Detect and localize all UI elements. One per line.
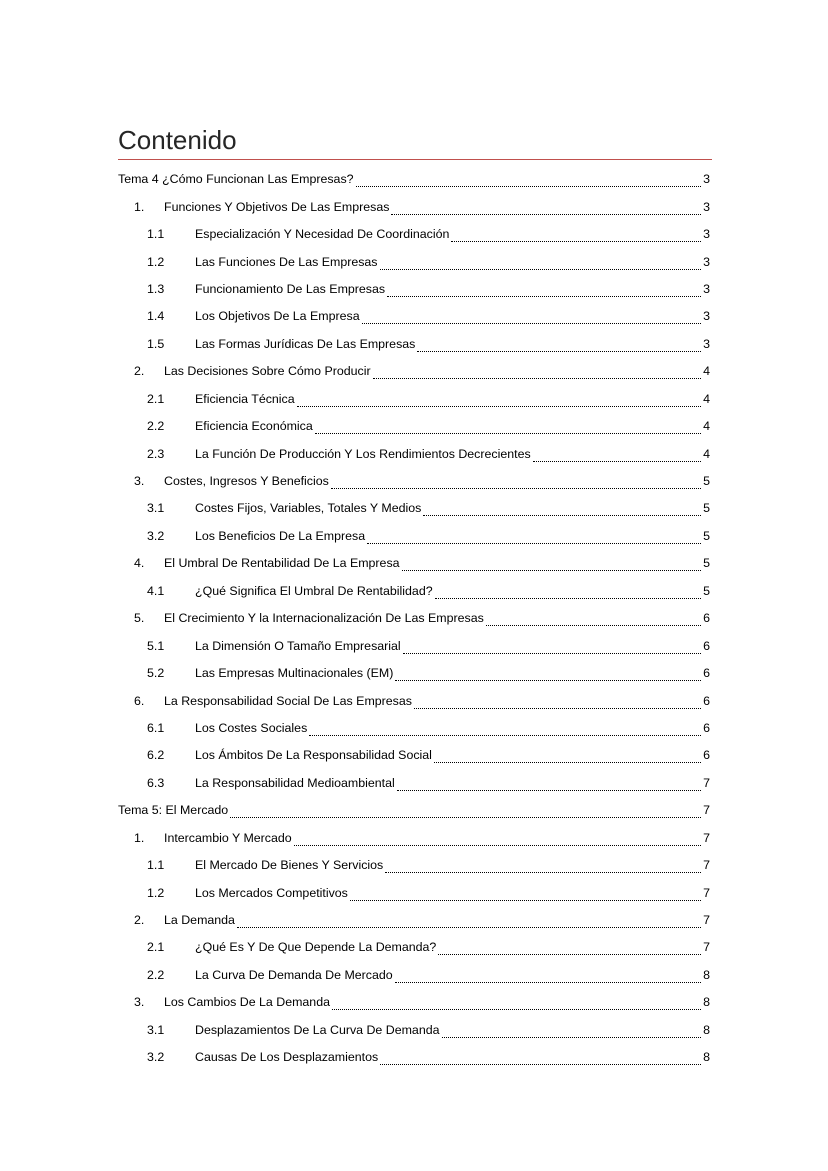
toc-entry[interactable] bbox=[118, 1017, 712, 1044]
toc-entry-number: 1.5 bbox=[147, 336, 165, 351]
toc-entry-number: 2.1 bbox=[147, 940, 165, 955]
toc-entry-line bbox=[118, 666, 712, 681]
toc-entry-label: Las Funciones De Las Empresas bbox=[195, 254, 378, 269]
toc-entry-number: 1.1 bbox=[147, 227, 165, 242]
dot-leader bbox=[387, 285, 701, 297]
toc-entry[interactable] bbox=[118, 193, 712, 220]
toc-entry-number: 6.3 bbox=[147, 775, 165, 790]
dot-leader bbox=[367, 532, 701, 544]
toc-entry-page: 4 bbox=[703, 391, 710, 406]
toc-entry-line bbox=[118, 584, 712, 599]
toc-entry-line bbox=[118, 337, 712, 352]
toc-entry[interactable] bbox=[118, 632, 712, 659]
toc-entry-label: Tema 4 ¿Cómo Funcionan Las Empresas? bbox=[118, 172, 354, 187]
toc-entry-line bbox=[118, 995, 712, 1010]
dot-leader bbox=[315, 422, 701, 434]
toc-entry-line bbox=[118, 364, 712, 379]
toc-entry-number: 4.1 bbox=[147, 583, 165, 598]
toc-entry-line bbox=[118, 940, 712, 955]
toc-entry-label: Las Decisiones Sobre Cómo Producir bbox=[164, 364, 371, 379]
dot-leader bbox=[438, 943, 701, 955]
heading-rule bbox=[118, 159, 712, 160]
dot-leader bbox=[402, 559, 702, 571]
toc-entry[interactable] bbox=[118, 934, 712, 961]
toc-entry-label: Costes, Ingresos Y Beneficios bbox=[164, 474, 329, 489]
toc-entry[interactable] bbox=[118, 605, 712, 632]
toc-entry-number: 3.2 bbox=[147, 1050, 165, 1065]
toc-entry-label: Tema 5: El Mercado bbox=[118, 803, 229, 818]
dot-leader bbox=[230, 806, 701, 818]
toc-entry-page: 7 bbox=[703, 913, 710, 928]
toc-entry-number: 1.3 bbox=[147, 281, 165, 296]
toc-entry-page: 5 bbox=[703, 474, 710, 489]
dot-leader bbox=[434, 751, 701, 763]
toc-entry-label: ¿Qué Significa El Umbral De Rentabilidad? bbox=[195, 583, 433, 598]
toc-entry[interactable] bbox=[118, 578, 712, 605]
toc-entry-page: 7 bbox=[703, 830, 710, 845]
dot-leader bbox=[380, 258, 702, 270]
toc-entry[interactable] bbox=[118, 770, 712, 797]
toc-entry-page: 3 bbox=[703, 199, 710, 214]
dot-leader bbox=[385, 861, 701, 873]
toc-entry[interactable] bbox=[118, 468, 712, 495]
toc-entry-page: 6 bbox=[703, 748, 710, 763]
toc-entry-line bbox=[118, 309, 712, 324]
toc-entry-label: Los Mercados Competitivos bbox=[195, 885, 348, 900]
toc-entry[interactable] bbox=[118, 303, 712, 330]
dot-leader bbox=[395, 669, 701, 681]
toc-entry-number: 1. bbox=[134, 199, 145, 214]
toc-entry-line bbox=[118, 529, 712, 544]
dot-leader bbox=[350, 889, 701, 901]
toc-entry-page: 4 bbox=[703, 419, 710, 434]
toc-entry-label: Los Cambios De La Demanda bbox=[164, 995, 330, 1010]
dot-leader bbox=[331, 477, 701, 489]
toc-entry-page: 3 bbox=[703, 309, 710, 324]
toc-entry-number: 2.2 bbox=[147, 419, 165, 434]
dot-leader bbox=[435, 587, 701, 599]
dot-leader bbox=[414, 697, 701, 709]
dot-leader bbox=[309, 724, 701, 736]
dot-leader bbox=[442, 1026, 702, 1038]
toc-entry-label: El Mercado De Bienes Y Servicios bbox=[195, 858, 384, 873]
toc-entry-number: 1. bbox=[134, 830, 145, 845]
toc-entry-number: 5. bbox=[134, 611, 145, 626]
toc-entry[interactable] bbox=[118, 1044, 712, 1071]
toc-entry-label: Funcionamiento De Las Empresas bbox=[195, 281, 386, 296]
toc-entry[interactable] bbox=[118, 221, 712, 248]
toc-entry-page: 6 bbox=[703, 611, 710, 626]
toc-entry[interactable] bbox=[118, 797, 712, 824]
toc-entry-label: ¿Qué Es Y De Que Depende La Demanda? bbox=[195, 940, 437, 955]
toc-entry-label: Los Ámbitos De La Responsabilidad Social bbox=[195, 748, 432, 763]
toc-entry[interactable] bbox=[118, 550, 712, 577]
toc-entry-number: 1.1 bbox=[147, 858, 165, 873]
toc-entry[interactable] bbox=[118, 276, 712, 303]
toc-entry-number: 2.1 bbox=[147, 391, 165, 406]
toc-entry-page: 7 bbox=[703, 858, 710, 873]
dot-leader bbox=[397, 779, 701, 791]
toc-entry-line bbox=[118, 419, 712, 434]
toc-entry-line bbox=[118, 1050, 712, 1065]
toc-entry-number: 5.1 bbox=[147, 638, 165, 653]
toc-entry-number: 2. bbox=[134, 364, 145, 379]
toc-entry-line bbox=[118, 1023, 712, 1038]
toc-entry-page: 5 bbox=[703, 528, 710, 543]
toc-entry[interactable] bbox=[118, 852, 712, 879]
toc-entry-line bbox=[118, 200, 712, 215]
toc-entry-page: 3 bbox=[703, 336, 710, 351]
toc-entry-number: 2. bbox=[134, 913, 145, 928]
toc-entry-label: Las Empresas Multinacionales (EM) bbox=[195, 666, 394, 681]
toc-entry-page: 8 bbox=[703, 967, 710, 982]
toc-entry-line bbox=[118, 639, 712, 654]
dot-leader bbox=[356, 175, 702, 187]
toc-entry-page: 8 bbox=[703, 1050, 710, 1065]
dot-leader bbox=[417, 340, 701, 352]
toc-entry-line bbox=[118, 831, 712, 846]
toc-entry-page: 6 bbox=[703, 720, 710, 735]
dot-leader bbox=[237, 916, 701, 928]
toc-entry[interactable] bbox=[118, 907, 712, 934]
toc-entry[interactable] bbox=[118, 331, 712, 358]
dot-leader bbox=[533, 450, 701, 462]
toc-entry[interactable] bbox=[118, 495, 712, 522]
dot-leader bbox=[451, 230, 701, 242]
toc-entry-page: 4 bbox=[703, 446, 710, 461]
toc-entry-line bbox=[118, 694, 712, 709]
toc-entry-page: 3 bbox=[703, 281, 710, 296]
toc-entry-label: Costes Fijos, Variables, Totales Y Medios bbox=[195, 501, 422, 516]
toc-entry-line bbox=[118, 913, 712, 928]
toc-entry[interactable] bbox=[118, 989, 712, 1016]
toc-entry-label: Funciones Y Objetivos De Las Empresas bbox=[164, 199, 390, 214]
toc-entry-number: 3.1 bbox=[147, 501, 165, 516]
table-of-contents bbox=[118, 166, 712, 1071]
toc-entry-page: 6 bbox=[703, 666, 710, 681]
toc-entry-line bbox=[118, 748, 712, 763]
toc-entry-line bbox=[118, 501, 712, 516]
toc-entry-number: 3. bbox=[134, 474, 145, 489]
toc-entry-label: Desplazamientos De La Curva De Demanda bbox=[195, 1022, 440, 1037]
toc-entry-line bbox=[118, 474, 712, 489]
toc-entry-page: 7 bbox=[703, 940, 710, 955]
toc-entry-number: 6. bbox=[134, 693, 145, 708]
dot-leader bbox=[395, 971, 701, 983]
toc-entry[interactable] bbox=[118, 413, 712, 440]
toc-entry-line bbox=[118, 227, 712, 242]
toc-entry-label: La Función De Producción Y Los Rendimientos Decrecientes bbox=[195, 446, 531, 461]
toc-entry-line bbox=[118, 611, 712, 626]
toc-entry-number: 5.2 bbox=[147, 666, 165, 681]
toc-entry-label: Las Formas Jurídicas De Las Empresas bbox=[195, 336, 416, 351]
toc-entry-number: 1.4 bbox=[147, 309, 165, 324]
toc-entry[interactable] bbox=[118, 879, 712, 906]
dot-leader bbox=[391, 203, 701, 215]
toc-entry-label: Los Objetivos De La Empresa bbox=[195, 309, 360, 324]
toc-entry[interactable] bbox=[118, 358, 712, 385]
dot-leader bbox=[423, 504, 701, 516]
toc-entry-line bbox=[118, 803, 712, 818]
toc-entry[interactable] bbox=[118, 166, 712, 193]
dot-leader bbox=[294, 834, 701, 846]
toc-entry-page: 8 bbox=[703, 1022, 710, 1037]
toc-entry-page: 6 bbox=[703, 693, 710, 708]
toc-entry[interactable] bbox=[118, 715, 712, 742]
toc-entry-number: 1.2 bbox=[147, 885, 165, 900]
toc-entry-number: 1.2 bbox=[147, 254, 165, 269]
toc-entry-page: 6 bbox=[703, 638, 710, 653]
dot-leader bbox=[403, 642, 701, 654]
page-title: Contenido bbox=[118, 125, 237, 155]
toc-entry[interactable] bbox=[118, 386, 712, 413]
toc-entry-number: 2.3 bbox=[147, 446, 165, 461]
toc-entry-number: 6.1 bbox=[147, 720, 165, 735]
toc-entry-line bbox=[118, 858, 712, 873]
toc-entry-line bbox=[118, 968, 712, 983]
toc-entry[interactable] bbox=[118, 440, 712, 467]
toc-entry-label: Especialización Y Necesidad De Coordinación bbox=[195, 227, 450, 242]
toc-entry-label: La Responsabilidad Medioambiental bbox=[195, 775, 395, 790]
toc-entry-number: 2.2 bbox=[147, 967, 165, 982]
toc-entry-number: 3.1 bbox=[147, 1022, 165, 1037]
toc-entry-line bbox=[118, 721, 712, 736]
toc-entry-page: 5 bbox=[703, 556, 710, 571]
toc-entry-line bbox=[118, 255, 712, 270]
toc-entry-label: El Crecimiento Y la Internacionalización De Las Empresas bbox=[164, 611, 484, 626]
dot-leader bbox=[297, 395, 701, 407]
toc-entry-number: 6.2 bbox=[147, 748, 165, 763]
toc-entry-page: 5 bbox=[703, 501, 710, 516]
toc-entry-label: La Demanda bbox=[164, 913, 235, 928]
toc-entry-line bbox=[118, 392, 712, 407]
toc-entry-number: 3.2 bbox=[147, 528, 165, 543]
toc-entry-label: La Curva De Demanda De Mercado bbox=[195, 967, 393, 982]
toc-entry-page: 7 bbox=[703, 803, 710, 818]
toc-entry-line bbox=[118, 447, 712, 462]
toc-entry-page: 8 bbox=[703, 995, 710, 1010]
toc-entry-label: Causas De Los Desplazamientos bbox=[195, 1050, 379, 1065]
toc-entry-number: 4. bbox=[134, 556, 145, 571]
toc-entry[interactable] bbox=[118, 660, 712, 687]
toc-entry-page: 7 bbox=[703, 885, 710, 900]
toc-entry-label: Eficiencia Económica bbox=[195, 419, 313, 434]
dot-leader bbox=[362, 312, 701, 324]
toc-entry-line bbox=[118, 556, 712, 571]
toc-entry[interactable] bbox=[118, 962, 712, 989]
dot-leader bbox=[332, 998, 701, 1010]
toc-entry-page: 5 bbox=[703, 583, 710, 598]
toc-entry-line bbox=[118, 776, 712, 791]
dot-leader bbox=[373, 367, 701, 379]
toc-entry-number: 3. bbox=[134, 995, 145, 1010]
toc-entry-label: La Dimensión O Tamaño Empresarial bbox=[195, 638, 401, 653]
toc-entry-label: Los Costes Sociales bbox=[195, 720, 308, 735]
toc-entry-line bbox=[118, 282, 712, 297]
toc-entry-label: Los Beneficios De La Empresa bbox=[195, 528, 366, 543]
toc-entry-page: 7 bbox=[703, 775, 710, 790]
toc-entry[interactable] bbox=[118, 825, 712, 852]
dot-leader bbox=[380, 1053, 701, 1065]
toc-entry[interactable] bbox=[118, 687, 712, 714]
toc-entry-page: 3 bbox=[703, 254, 710, 269]
toc-entry-line bbox=[118, 886, 712, 901]
toc-entry[interactable] bbox=[118, 248, 712, 275]
toc-entry-page: 4 bbox=[703, 364, 710, 379]
toc-entry-label: Eficiencia Técnica bbox=[195, 391, 295, 406]
toc-entry-label: El Umbral De Rentabilidad De La Empresa bbox=[164, 556, 400, 571]
toc-entry-page: 3 bbox=[703, 227, 710, 242]
toc-entry-page: 3 bbox=[703, 172, 710, 187]
toc-entry[interactable] bbox=[118, 523, 712, 550]
toc-entry[interactable] bbox=[118, 742, 712, 769]
toc-entry-label: Intercambio Y Mercado bbox=[164, 830, 292, 845]
toc-entry-label: La Responsabilidad Social De Las Empresas bbox=[164, 693, 412, 708]
toc-entry-line bbox=[118, 172, 712, 187]
dot-leader bbox=[486, 614, 701, 626]
